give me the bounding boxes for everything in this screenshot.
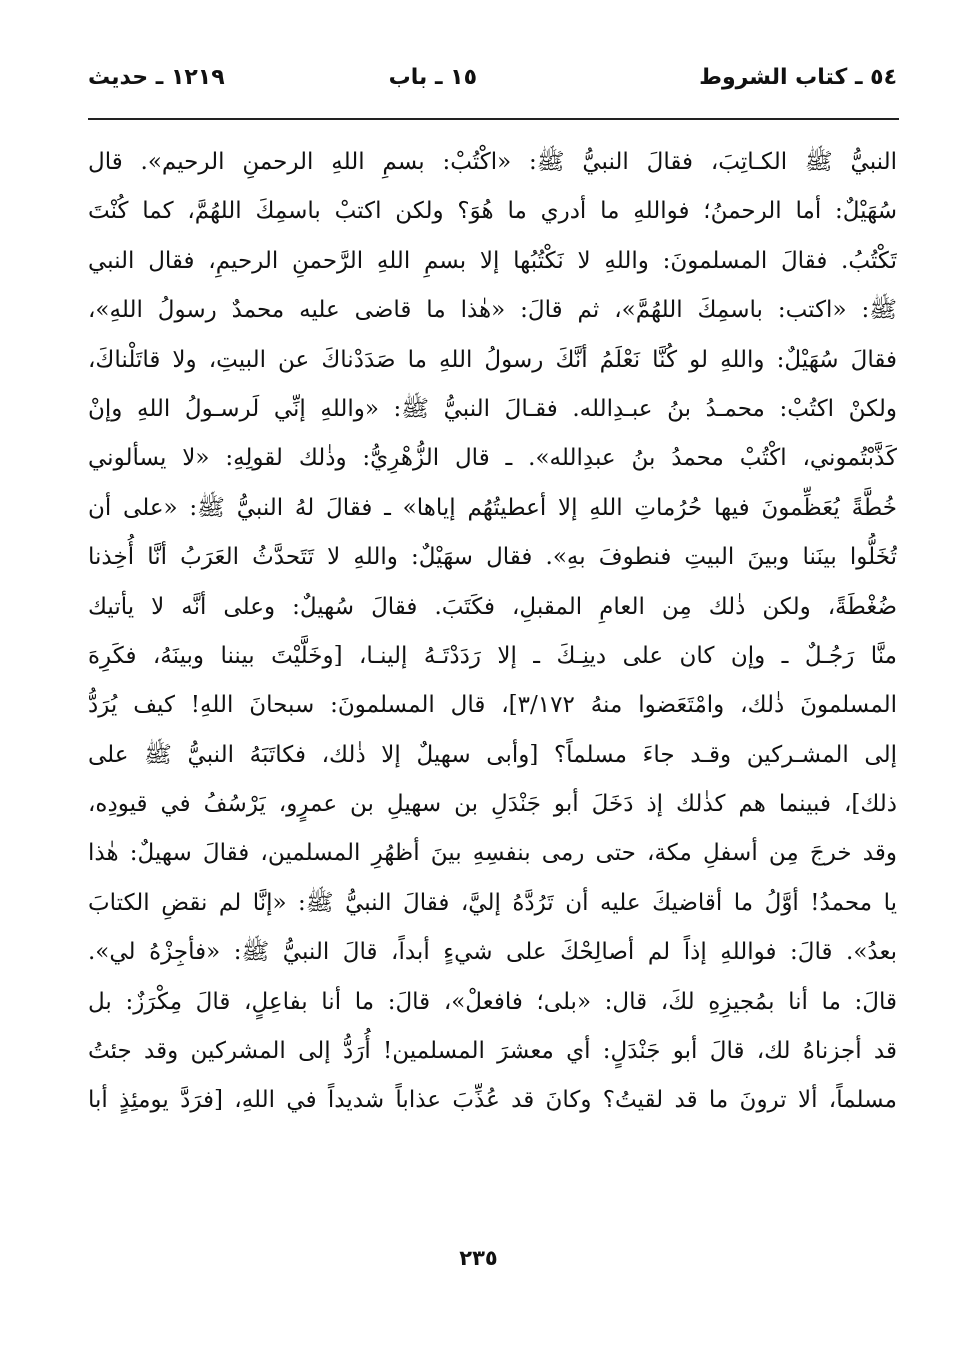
text-line: سُهَيْلٌ: أما الرحمنُ؛ فواللهِ ما أدري ما هُوَ؟ ولكن اكتبْ باسمِكَ اللهُمَّ، كما كُنْتَ [88, 198, 897, 225]
text-line: خُطَّةً يُعَظِّمونَ فيها حُرُماتِ اللهِ إلا أعطيتُهُم إياها» ـ فقالَ لهُ النبيُّ ﷺ: «على أن [88, 494, 897, 521]
text-line: ذلك]، فبينما هم كذٰلك إذ دَخَلَ أبو جَنْدَلِ بن سهيلِ بن عمرٍو، يَرْسُفُ في قيودِه، [88, 791, 897, 818]
text-line: بعدُ». قالَ: فواللهِ إذاً لم أصالِحْكَ على شيءٍ أبداً، قالَ النبيُّ ﷺ: «فأجِزْهُ لي». [88, 939, 897, 966]
chapter-heading: ٥٤ ـ كتاب الشروط [699, 65, 897, 90]
text-line: يا محمدُ! أوَّلُ ما أقاضيكَ عليه أن تَرُدَّهُ إليَّ، فقالَ النبيُّ ﷺ: «إنَّا لم نقضِ الكتابَ [88, 889, 897, 916]
text-line: قد أجزناهُ لك، قالَ أبو جَنْدَلٍ: أي معشرَ المسلمين! أُرَدُّ إلى المشركين وقد جئتُ [88, 1038, 897, 1065]
text-line: إلى المشـركين وقـد جاءَ مسلماً؟ [وأبى سهيلٌ إلا ذٰلك، فكاتَبَهُ النبيُّ ﷺ على [88, 741, 897, 768]
text-line: تَكْتُبُ. فقالَ المسلمونَ: واللهِ لا نَكْتُبُها إلا بسمِ اللهِ الرَّحمنِ الرحيمِ، فقال النبي [88, 247, 897, 274]
text-line: مسلماً، ألا ترونَ ما قد لقيتُ؟ وكانَ قد عُذِّبَ عذاباً شديداً في اللهِ، [فرَدَّ يومئِذٍ أبا [88, 1087, 897, 1114]
text-line: منَّا رَجُـلٌ ـ وإن كان على دينِـكَ ـ إلا رَدَدْتَـهُ إلينـا، [وخَلَّيْتَ بيننا وبينَهُ، فكَرِهَ [88, 642, 897, 669]
page-number: ٢٣٥ [459, 1246, 498, 1270]
text-line: المسلمونَ ذٰلك، وامْتَعَضوا منهُ ٣/١٧٢]، قال المسلمونَ: سبحانَ اللهِ! كيف يُرَدُّ [88, 692, 897, 719]
running-header [88, 58, 897, 98]
text-line: ولكنْ اكتُبْ: محمـدُ بنُ عبـدِالله. فقـالَ النبيُّ ﷺ: «واللهِ إنِّي لَرسـولُ اللهِ وإنْ [88, 395, 897, 422]
text-line: النبيُّ ﷺ الكـاتِبَ، فقالَ النبيُّ ﷺ: «اكْتُبْ: بسمِ اللهِ الرحمنِ الرحيم». قال [88, 149, 897, 175]
text-line: تُخَلُّوا بينَنا وبينَ البيتِ فنطوفَ بهِ». فقال سهَيْلٌ: واللهِ لا تَتَحدَّثُ العَرَبُ أنَّا أُخِذنا [88, 544, 897, 571]
text-line: قالَ: ما أنا بمُجيزِهِ لكَ، قال: «بلى؛ فافعلْ»، قالَ: ما أنا بفاعِلٍ، قالَ مِكْرَزٌ: بل [88, 988, 897, 1015]
text-line: ﷺ: «اكتب: باسمِكَ اللهُمَّ»، ثم قالَ: «هٰذا ما قاضى عليه محمدٌ رسولُ اللهِ»، [88, 297, 897, 324]
text-line: كَذَّبْتُموني، اكْتُبْ محمدُ بنُ عبدِالله». ـ قال الزُّهْرِيُّ: وذٰلك لقولِهِ: «لا يسألوني [88, 445, 897, 472]
text-line: وقد خرجَ مِن أسفلِ مكة، حتى رمى بنفسِهِ بينَ أظهُرِ المسلمين، فقالَ سهيلٌ: هٰذا [88, 840, 897, 867]
hadith-number-heading: ١٢١٩ ـ حديث [88, 65, 225, 90]
section-heading: ١٥ ـ باب [388, 65, 477, 90]
header-rule [88, 118, 899, 120]
text-line: ضُغْطَةً، ولكن ذٰلك مِن العامِ المقبلِ، فكَتَبَ. فقالَ سُهيلٌ: وعلى أنَّه لا يأتيك [88, 593, 897, 620]
text-line: فقالَ سُهَيْلٌ: واللهِ لو كُنَّا نَعْلَمُ أنَّكَ رسولُ اللهِ ما صَدَدْناكَ عن البيتِ، ولا قاتَلْناكَ، [88, 346, 897, 373]
main-text [88, 138, 897, 1126]
